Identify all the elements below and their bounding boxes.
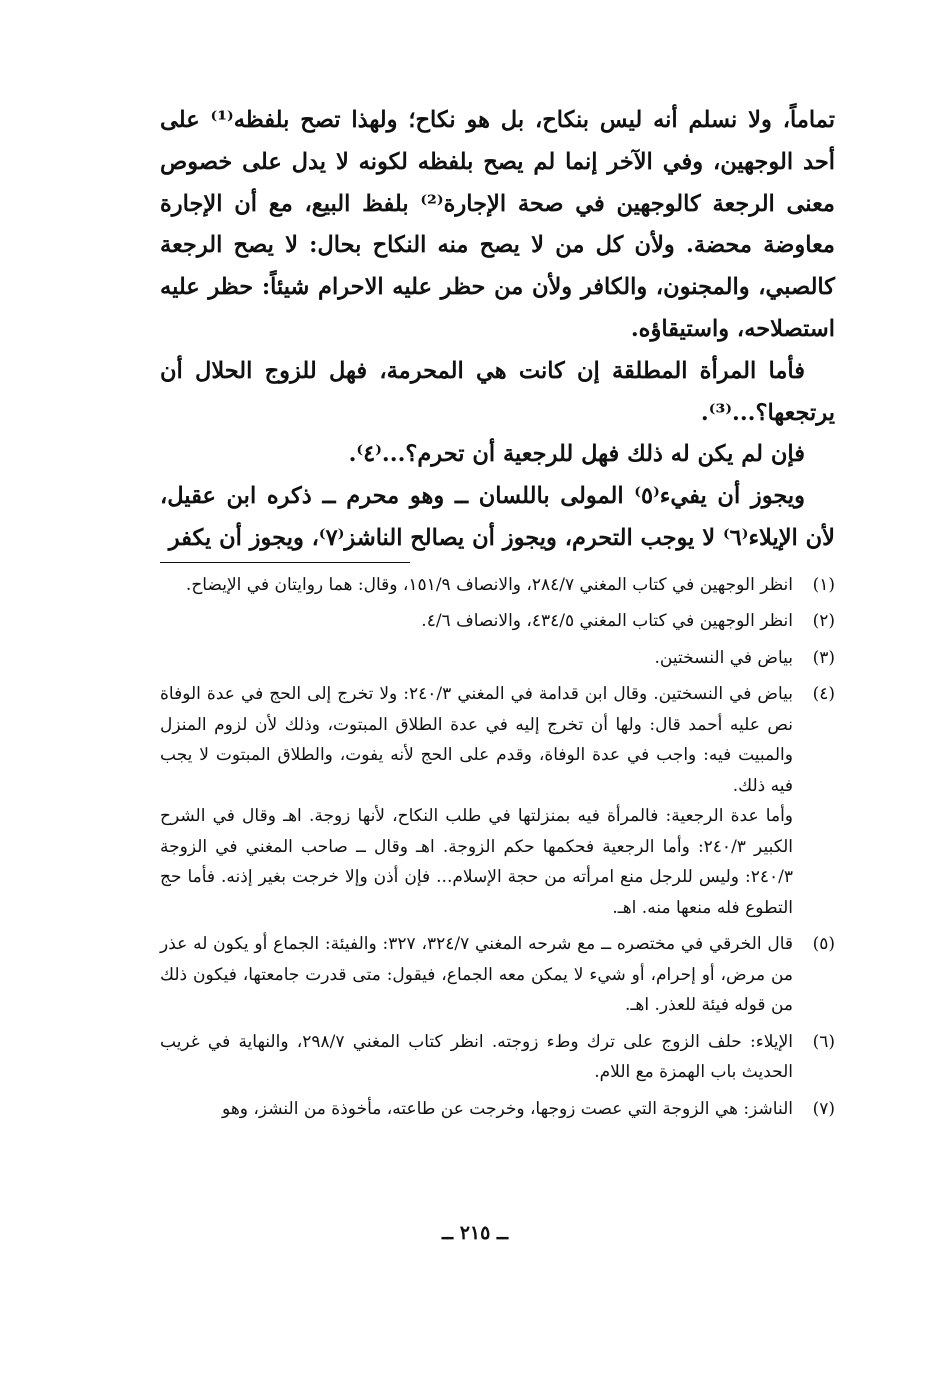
footnote-number: (٧)	[812, 1098, 835, 1119]
page-body	[160, 100, 835, 1130]
footnote-text: بياض في النسختين. وقال ابن قدامة في المغني ٢٤٠/٣: ولا تخرج إلى الحج في عدة الوفاة نص عليه أحمد قال: ولها أن تخرج إليه في عدة الطلاق المبتوت، وذلك لأن لزوم المنزل والمبيت فيه: واجب في عدة الوفاة، وقدم على الحج لأنه يفوت، والطلاق المبتوت لا يجب فيه ذلك.	[160, 684, 793, 796]
footnote-text: انظر الوجهين في كتاب المغني ٤٣٤/٥، والانصاف ٤/٦.	[421, 611, 793, 632]
page-number: ــ ٢١٥ ــ	[441, 1222, 509, 1244]
footnote-3	[160, 643, 835, 674]
footnote-text: بياض في النسختين.	[654, 647, 793, 668]
footnote-7	[160, 1094, 835, 1125]
footnote-2	[160, 606, 835, 637]
paragraph-2: فأما المرأة المطلقة إن كانت هي المحرمة، فهل للزوج الحلال أن يرتجعها؟...⁽³⁾.	[160, 357, 835, 426]
footnote-4	[160, 679, 835, 923]
footnote-1	[160, 570, 835, 601]
footnote-number: (٣)	[812, 647, 835, 668]
footnote-separator	[160, 562, 410, 563]
footnote-number: (٢)	[812, 611, 835, 632]
footnote-text: انظر الوجهين في كتاب المغني ٢٨٤/٧، والانصاف ١٥١/٩، وقال: هما روايتان في الإيضاح.	[185, 574, 793, 595]
footnote-text: الناشز: هي الزوجة التي عصت زوجها، وخرجت عن طاعته، مأخوذة من النشز، وهو	[222, 1098, 793, 1119]
footnote-6	[160, 1027, 835, 1088]
footnote-number: (٦)	[812, 1031, 835, 1052]
footnote-number: (٥)	[812, 934, 835, 955]
footnote-5	[160, 929, 835, 1021]
main-text	[160, 100, 835, 560]
footnote-number: (٤)	[812, 684, 835, 705]
footnote-number: (١)	[812, 574, 835, 595]
footnote-text: الإيلاء: حلف الزوج على ترك وطء زوجته. انظر كتاب المغني ٢٩٨/٧، والنهاية في غريب الحديث باب الهمزة مع اللام.	[160, 1031, 793, 1083]
paragraph-3: فإن لم يكن له ذلك فهل للرجعية أن تحرم؟...⁽٤⁾.	[348, 441, 805, 468]
footnote-separator-wrap	[160, 560, 835, 570]
footnotes	[160, 570, 835, 1125]
paragraph-1: تماماً، ولا نسلم أنه ليس بنكاح، بل هو نكاح؛ ولهذا تصح بلفظه⁽¹⁾ على أحد الوجهين، وفي الآخر إنما لم يصح بلفظه لكونه لا يدل على خصوص معنى الرجعة كالوجهين في صحة الإجارة⁽²⁾ بلفظ البيع، مع أن الإجارة معاوضة محضة. ولأن كل من لا يصح منه النكاح بحال: لا يصح الرجعة كالصبي، والمجنون، والكافر ولأن من حظر عليه الاحرام شيئاً: حظر عليه استصلاحه، واستيقاؤه.	[160, 107, 835, 342]
footnote-text: قال الخرقي في مختصره ــ مع شرحه المغني ٣٢٤/٧، ٣٢٧: والفيئة: الجماع أو يكون له عذر من مرض، أو إحرام، أو شيء لا يمكن معه الجماع، فيقول: متى قدرت جامعتها، فيكون ذلك من قوله فيئة للعذر. اهـ.	[160, 934, 794, 1016]
paragraph-4: ويجوز أن يفيء⁽٥⁾ المولى باللسان ــ وهو محرم ــ ذكره ابن عقيل، لأن الإيلاء⁽٦⁾ لا يوجب التحرم، ويجوز أن يصالح الناشز⁽٧⁾، ويجوز أن يكفر	[160, 483, 835, 551]
footnote-text-continued: وأما عدة الرجعية: فالمرأة فيه بمنزلتها في طلب النكاح، لأنها زوجة. اهـ وقال في الشرح الكبير ٢٤٠/٣: وأما الرجعية فحكمها حكم الزوجة. اهـ وقال ــ صاحب المغني في الزوجة ٢٤٠/٣: وليس للرجل منع امرأته من حجة الإسلام... فإن أذن وإلا خرجت بغير إذنه. فأما حج التطوع فله منعها منه. اهـ.	[160, 806, 793, 918]
